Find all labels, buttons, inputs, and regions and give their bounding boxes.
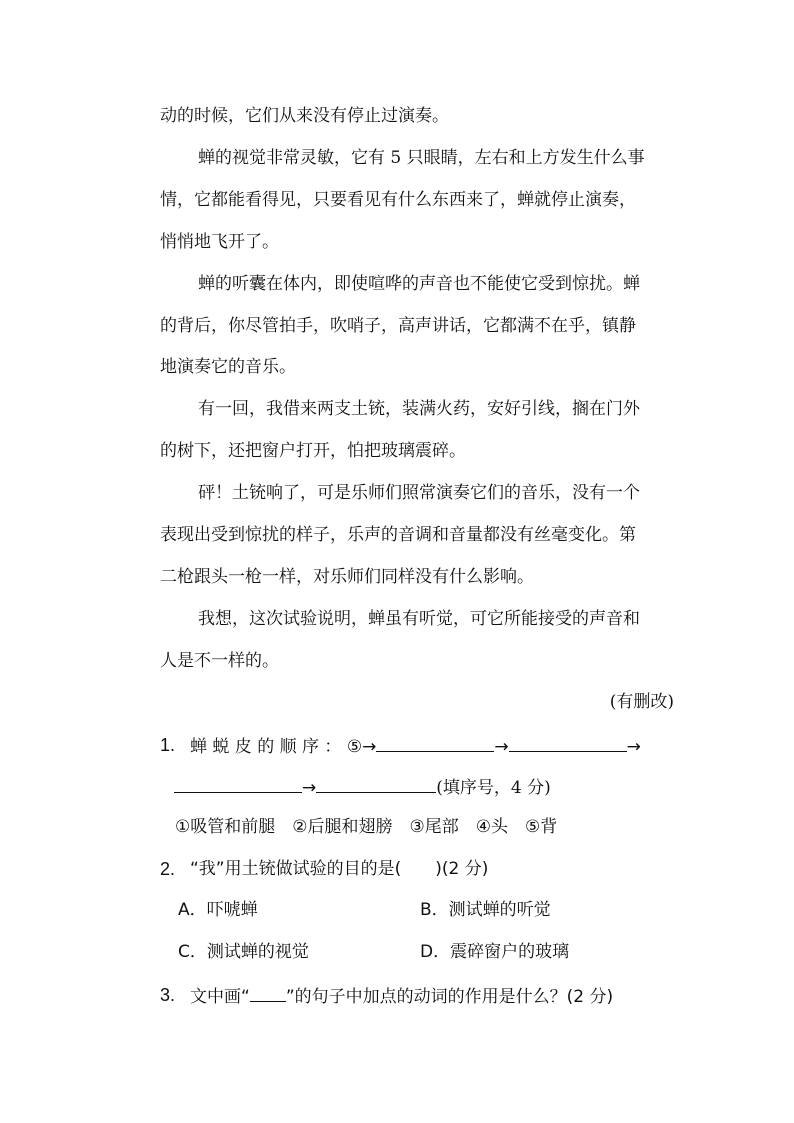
passage-line: 情，它都能看得见，只要看见有什么东西来了，蝉就停止演奏， [160, 190, 636, 210]
answer-blank[interactable] [174, 774, 302, 793]
question-text [190, 733, 641, 759]
passage-line: 的背后，你尽管拍手，吹哨子，高声讲话，它都满不在乎，镇静 [160, 316, 636, 336]
score-note: (填序号，4 分) [436, 778, 551, 798]
question-suffix: ”的句子中加点的动词的作用是什么？(2 分) [285, 987, 614, 1007]
passage-line: 砰！土铳响了，可是乐师们照常演奏它们的音乐，没有一个 [198, 483, 640, 503]
option-a[interactable]: A．吓唬蝉 [178, 900, 258, 920]
question-prompt: 蝉 蜕 皮 的 顺 序 ： [190, 737, 342, 757]
question-text: “我”用土铳做试验的目的是( )(2 分) [190, 859, 489, 879]
passage-line: 地演奏它的音乐。 [160, 357, 296, 377]
options-list: ①吸管和前腿 ②后腿和翅膀 ③尾部 ④头 ⑤背 [175, 817, 558, 837]
passage-line: 动的时候，它们从来没有停止过演奏。 [160, 106, 449, 126]
answer-blank[interactable] [376, 733, 494, 752]
question-number: 1. [160, 735, 176, 755]
passage-line: 的树下，还把窗户打开，怕把玻璃震碎。 [160, 441, 466, 461]
passage-line: 二枪跟头一枪一样，对乐师们同样没有什么影响。 [160, 567, 534, 587]
source-note: (有删改) [609, 692, 674, 712]
question-number: 2. [160, 859, 176, 879]
answer-blank[interactable] [509, 733, 627, 752]
passage-line: 人是不一样的。 [160, 651, 279, 671]
answer-blank[interactable] [316, 774, 436, 793]
passage-line: 我想，这次试验说明，蝉虽有听觉，可它所能接受的声音和 [198, 609, 640, 629]
passage-line: 有一回，我借来两支土铳，装满火药，安好引线，搁在门外 [198, 399, 640, 419]
question-prefix: 文中画“ [190, 987, 250, 1007]
passage-line: 表现出受到惊扰的样子，乐声的音调和音量都没有丝毫变化。第 [160, 525, 636, 545]
option-b[interactable]: B．测试蝉的听觉 [420, 900, 551, 920]
sequence-start: ⑤→ [346, 737, 377, 757]
passage-line: 蝉的视觉非常灵敏，它有 5 只眼睛，左右和上方发生什么事 [198, 148, 645, 168]
question-text [190, 983, 613, 1009]
passage-line: 蝉的听囊在体内，即使喧哗的声音也不能使它受到惊扰。蝉 [198, 274, 640, 294]
sequence-arrow: → [302, 778, 317, 798]
question-number: 3. [160, 985, 176, 1005]
passage-line: 悄悄地飞开了。 [160, 232, 279, 252]
option-d[interactable]: D．震碎窗户的玻璃 [420, 942, 570, 962]
question-continuation [174, 774, 551, 800]
sequence-arrow: → [626, 737, 641, 757]
option-c[interactable]: C．测试蝉的视觉 [178, 942, 309, 962]
sequence-arrow: → [494, 737, 509, 757]
underline-marker [250, 983, 286, 1002]
